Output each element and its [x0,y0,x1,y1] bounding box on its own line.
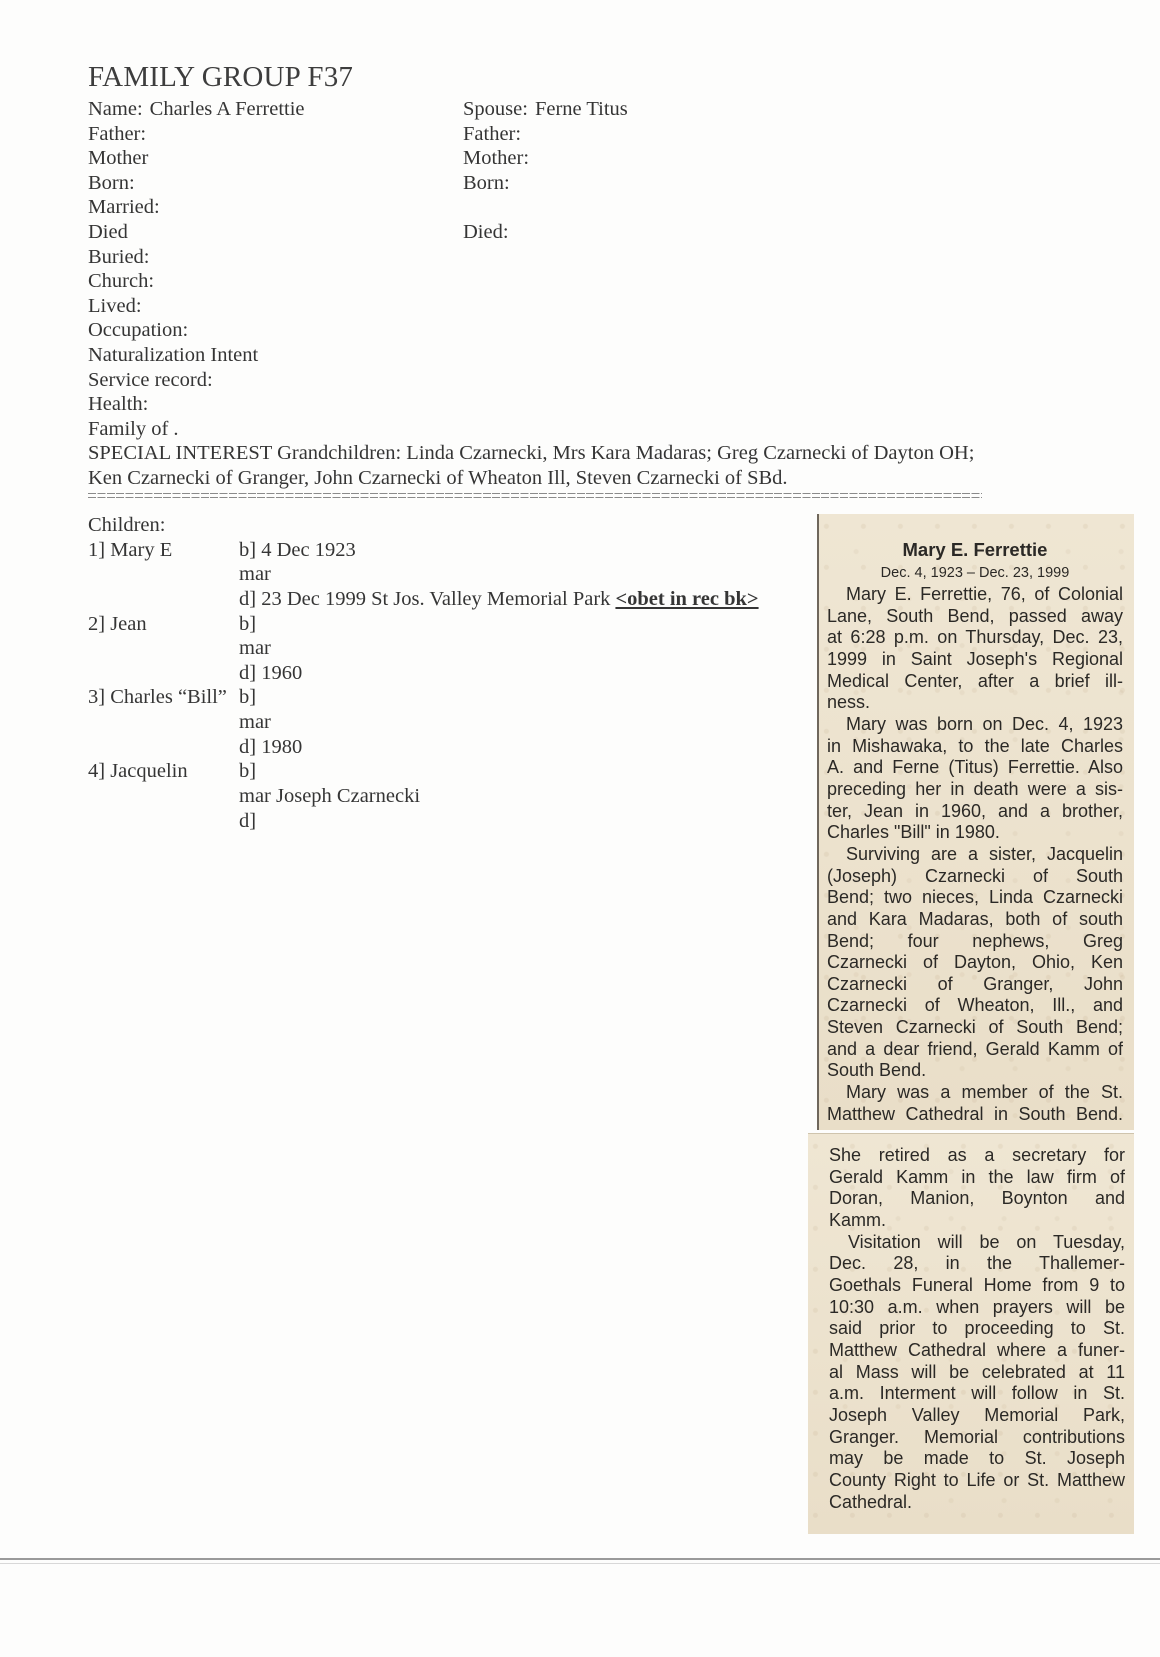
children-list [88,513,759,833]
spouse-fields [463,97,628,245]
obituary-line: She retired as a secretary for [829,1145,1125,1165]
child-row [88,636,759,661]
child-married: mar Joseph Czarnecki [239,785,421,808]
field-label: Health: [88,393,149,416]
field-naturalization [88,343,974,368]
field-label: Occupation: [88,319,189,342]
field-label: Died: [463,220,509,243]
double-rule-separator [88,493,982,499]
obituary-line: Mary E. Ferrettie, 76, of Colonial [846,584,1123,604]
obituary-line: ter, Jean in 1960, and a brother, [827,800,1123,821]
obituary-line: Czarnecki of Dayton, Ohio, Ken [827,952,1123,973]
field-value: Ferne Titus [534,98,628,120]
field-label: Father: [88,122,147,145]
field-family-of [88,417,974,442]
field-label: Lived: [88,294,142,317]
obituary-line: in Mishawaka, to the late Charles [827,735,1123,756]
field-label: Naturalization Intent [88,343,259,366]
child-row [88,685,759,710]
field-label: Married: [88,196,160,219]
obituary-line: Bend; two nieces, Linda Czarnecki [827,887,1123,908]
obituary-line: and a dear friend, Gerald Kamm of [827,1038,1123,1059]
obituary-line: County Right to Life or St. Matthew [829,1469,1125,1490]
child-married: mar [239,637,271,660]
obituary-line: Kamm. [829,1209,887,1230]
field-spouse-mother [463,146,628,171]
child-row [88,809,759,834]
field-label: Mother: [463,147,530,170]
field-spouse-father [463,122,628,147]
field-label: Mother [88,147,149,170]
obituary-line: Cathedral. [829,1491,913,1512]
child-row [88,759,759,784]
child-died: d] 1980 [239,735,303,758]
field-church [88,269,974,294]
obituary-headline: Mary E. Ferrettie [902,539,1048,560]
obituary-line: (Joseph) Czarnecki of South [827,865,1123,886]
obituary-line: a.m. Interment will follow in St. [829,1383,1125,1404]
rule-line [88,493,982,494]
obituary-line: Czarnecki of Granger, John [827,973,1123,994]
child-name: 3] Charles “Bill” [88,686,227,709]
obituary-line: Lane, South Bend, passed away [827,605,1123,626]
scan-edge-shadow [0,1563,1160,1564]
field-spouse-born [463,171,628,196]
field-label: Name: [88,98,143,120]
obituary-line: Steven Czarnecki of South Bend; [827,1017,1123,1038]
field-buried [88,245,974,270]
child-row [88,562,759,587]
child-born: b] [239,612,257,635]
obituary-line: Visitation will be on Tuesday, [848,1231,1125,1252]
child-born: b] [239,760,257,783]
obituary-line: 10:30 a.m. when prayers will be [829,1296,1125,1317]
field-label: Father: [463,122,522,145]
page-title: FAMILY GROUP F37 [88,61,354,93]
obituary-line: ness. [827,692,871,713]
field-label: Born: [463,171,510,194]
obituary-line: Mary was born on Dec. 4, 1923 [846,713,1123,734]
child-row [88,538,759,563]
child-died: d] 1960 [239,661,303,684]
obituary-line: at 6:28 p.m. on Thursday, Dec. 23, [827,627,1123,648]
obituary-line: may be made to St. Joseph [829,1448,1125,1469]
child-row [88,784,759,809]
field-label: Church: [88,270,155,293]
obituary-line: Czarnecki of Wheaton, Ill., and [827,995,1123,1016]
field-service-record [88,368,974,393]
spacer-row [463,195,628,220]
field-health [88,392,974,417]
obituary-line: Joseph Valley Memorial Park, [829,1404,1125,1425]
obituary-line: Goethals Funeral Home from 9 to [829,1274,1125,1295]
obituary-line: Bend; four nephews, Greg [827,930,1123,951]
obituary-line: and Kara Madaras, both of south [827,908,1123,929]
special-interest-label: SPECIAL INTEREST [88,442,272,465]
obituary-text-part-1 [827,584,1123,1125]
field-label: Buried: [88,245,150,268]
obituary-line: Charles "Bill" in 1980. [827,822,1000,843]
obituary-line: A. and Ferne (Titus) Ferrettie. Also [827,757,1123,778]
child-born: b] [239,686,257,709]
obituary-line: Medical Center, after a brief ill- [827,670,1123,691]
children-heading: Children: [88,514,166,536]
obituary-line: said prior to proceeding to St. [829,1318,1125,1339]
field-spouse [463,97,628,122]
child-row [88,710,759,735]
obituary-line: Granger. Memorial contributions [829,1426,1125,1447]
field-value: Charles A Ferrettie [149,98,305,120]
child-died: d] [239,809,257,832]
field-spouse-died [463,220,628,245]
obituary-dates: Dec. 4, 1923 – Dec. 23, 1999 [880,565,1070,581]
obituary-reference: <obet in rec bk> [615,587,759,610]
field-label: Born: [88,171,135,194]
obituary-line: Mary was a member of the St. [846,1082,1123,1103]
obituary-line: preceding her in death were a sis- [827,778,1123,799]
obituary-line: al Mass will be celebrated at 11 [829,1361,1125,1382]
special-interest-line-2: Ken Czarnecki of Granger, John Czarnecki of Wheaton Ill, Steven Czarnecki of SBd. [88,466,788,489]
child-name: 2] Jean [88,612,147,635]
child-row [88,587,759,612]
child-name: 1] Mary E [88,538,173,561]
field-label: Family of . [88,417,179,440]
child-died: d] 23 Dec 1999 St Jos. Valley Memorial Park [239,587,611,610]
obituary-line: Doran, Manion, Boynton and [829,1188,1125,1209]
child-married: mar [239,711,271,734]
obituary-line: South Bend. [827,1060,927,1081]
rule-line [88,497,982,498]
obituary-line: Surviving are a sister, Jacquelin [846,843,1123,864]
child-married: mar [239,563,271,586]
obituary-line: Gerald Kamm in the law firm of [829,1166,1125,1187]
field-label: Died [88,220,128,243]
child-born: b] 4 Dec 1923 [239,538,356,561]
child-row [88,735,759,760]
obituary-text-part-2 [829,1145,1125,1513]
child-name: 4] Jacquelin [88,760,188,783]
field-lived [88,294,974,319]
field-label: Service record: [88,368,213,391]
obituary-line: Matthew Cathedral where a funer- [829,1339,1125,1360]
child-row [88,661,759,686]
field-occupation [88,318,974,343]
obituary-line: Matthew Cathedral in South Bend. [827,1103,1123,1124]
field-label: Spouse: [463,98,528,120]
obituary-line: 1999 in Saint Joseph's Regional [827,648,1123,669]
obituary-line: Dec. 28, in the Thallemer- [829,1253,1125,1274]
special-interest-text: Grandchildren: Linda Czarnecki, Mrs Kara Madaras; Greg Czarnecki of Dayton OH; [277,442,975,465]
scan-edge-line [0,1558,1160,1560]
special-interest-line-1 [88,441,974,466]
child-row [88,612,759,637]
